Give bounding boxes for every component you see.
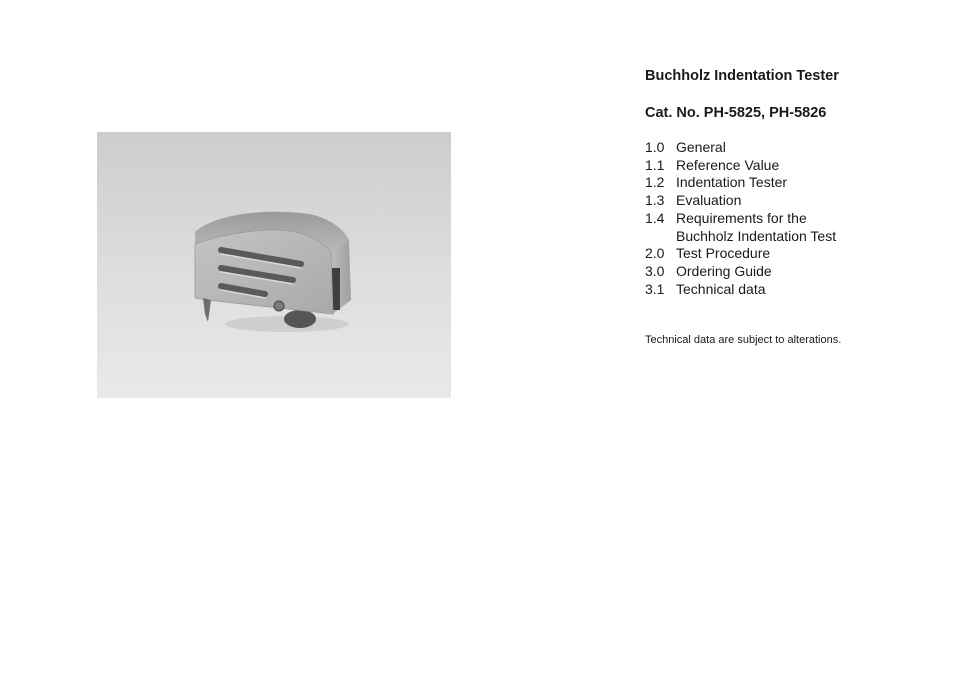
toc-label: Ordering Guide bbox=[676, 262, 772, 279]
toc-label: General bbox=[676, 139, 726, 155]
toc-number: 1.2 bbox=[645, 174, 665, 191]
toc-item bbox=[645, 245, 935, 263]
product-photo bbox=[97, 132, 451, 398]
toc-label: Test Procedure bbox=[676, 245, 771, 262]
toc-item bbox=[645, 139, 935, 157]
toc-item bbox=[645, 263, 935, 281]
document-title: Buchholz Indentation Tester bbox=[645, 68, 839, 84]
alteration-note: Technical data are subject to alterations. bbox=[645, 334, 842, 347]
toc-label: Technical data bbox=[676, 280, 766, 297]
toc-label: Reference Value bbox=[676, 156, 780, 173]
toc-number: 3.1 bbox=[645, 280, 665, 297]
indentation-tester-illustration bbox=[97, 132, 451, 398]
toc-number: 1.1 bbox=[645, 156, 665, 173]
toc-item bbox=[645, 174, 935, 192]
catalog-number: Cat. No. PH-5825, PH-5826 bbox=[645, 105, 827, 121]
table-of-contents bbox=[645, 139, 935, 298]
toc-label: Evaluation bbox=[676, 192, 742, 209]
toc-item bbox=[645, 192, 935, 210]
toc-number: 2.0 bbox=[645, 245, 665, 262]
toc-number: 1.0 bbox=[645, 139, 665, 155]
toc-number: 1.4 bbox=[645, 209, 665, 226]
toc-item bbox=[645, 157, 935, 175]
toc-number: 1.3 bbox=[645, 192, 665, 209]
toc-item bbox=[645, 281, 935, 299]
toc-label: Indentation Tester bbox=[676, 174, 788, 191]
toc-item bbox=[645, 210, 935, 245]
toc-label: Requirements for the Buchholz Indentation Test bbox=[676, 209, 837, 244]
document-text-column bbox=[645, 66, 935, 347]
toc-number: 3.0 bbox=[645, 262, 665, 279]
